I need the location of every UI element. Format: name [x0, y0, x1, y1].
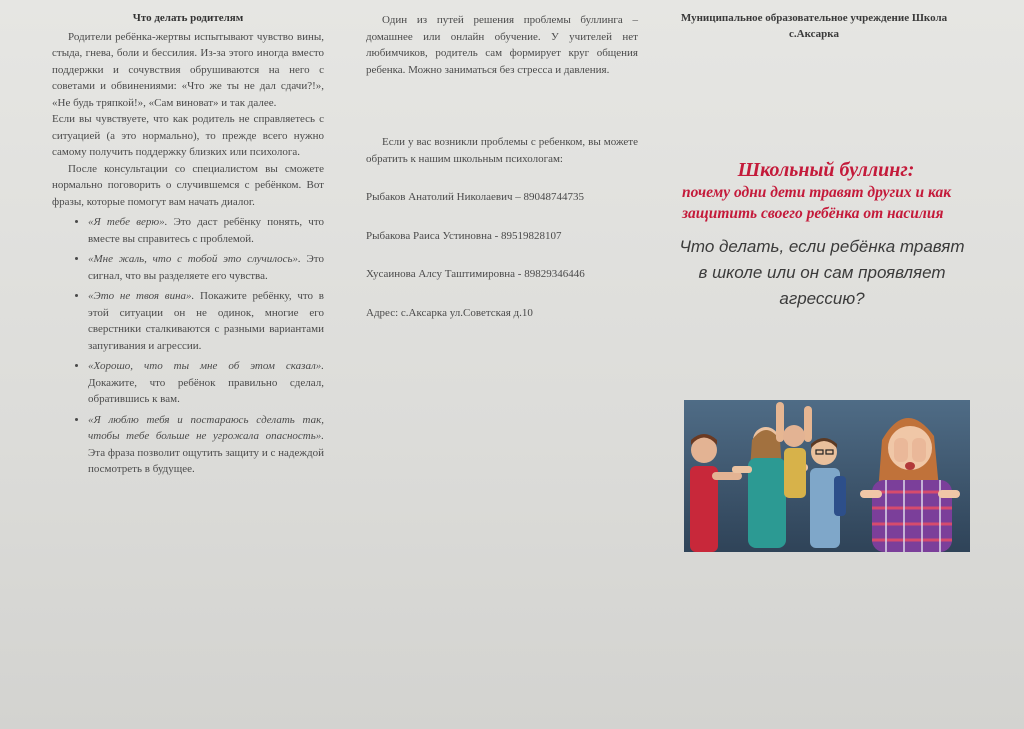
cover-column — [676, 10, 976, 308]
parents-column — [52, 10, 324, 482]
contact-3: Хусаинова Алсу Таштимировна - 89829346446 — [366, 268, 585, 280]
photo-illustration — [684, 400, 970, 552]
cover-title: Школьный буллинг: — [737, 159, 915, 181]
contact-2: Рыбакова Раиса Устиновна - 89519828107 — [366, 229, 562, 242]
parents-heading: Что делать родителям — [132, 12, 244, 24]
parents-paragraph-1: Родители ребёнка-жертвы испытывают чувство вины, стыда, гнева, боли и бессилия. Из-за этого иногда вместо поддержки и сочувствия обрушиваются на него с советами и обвинениями: «Что же ты не дал сдачи?!», «Не будь тряпкой!», «Сам виноват» и так далее. — [52, 30, 324, 109]
phrase-item — [88, 288, 324, 354]
psychologists-intro: Если у вас возникли проблемы с ребенком, вы можете обратить к нашим школьным психологам: — [366, 136, 638, 165]
phrase-quote: «Мне жаль, что с тобой это случилось». — [88, 253, 301, 265]
school-name: Муниципальное образовательное учреждение Школа с.Аксарка — [680, 12, 948, 40]
phrase-item — [88, 214, 324, 247]
phrase-text: Это сигнал, что вы разделяете его чувства. — [88, 253, 324, 282]
children-photo — [684, 400, 970, 552]
solution-paragraph: Один из путей решения проблемы буллинга – домашнее или онлайн обучение. У учителей нет любимчиков, родитель сам формирует круг общения ребенка. Можно заниматься без стресса и давления. — [366, 14, 638, 76]
cover-question: Что делать, если ребёнка травят в школе или он сам проявляет агрессию? — [679, 237, 965, 308]
phrase-text: Эта фраза позволит ощутить защиту и с надеждой посмотреть в будущее. — [88, 446, 324, 475]
phrase-quote: «Это не твоя вина». — [88, 290, 195, 302]
phrase-quote: «Я тебе верю». — [88, 216, 168, 228]
contact-1: Рыбаков Анатолий Николаевич – 89048744735 — [366, 191, 585, 203]
cover-title-block — [676, 158, 976, 312]
phrases-list — [52, 214, 324, 478]
phrase-quote: «Я люблю тебя и постараюсь сделать так, чтобы тебе больше не угрожала опасность». — [88, 413, 324, 442]
phrase-item — [88, 358, 324, 408]
help-column — [366, 12, 638, 321]
phrase-text: Докажите, что ребёнок правильно сделал, обратившись к вам. — [88, 376, 324, 405]
phrase-text: Это даст ребёнку понять, что вместе вы справитесь с проблемой. — [88, 216, 324, 245]
phrase-item — [88, 412, 324, 478]
phrase-item — [88, 251, 324, 284]
cover-subtitle: почему одни дети травят других и как защитить своего ребёнка от насилия — [682, 184, 952, 222]
parents-paragraph-2: Если вы чувствуете, что как родитель не справляетесь с ситуацией (а это нормально), то прежде всего нужно самому получить поддержку близких или психолога. — [52, 113, 324, 158]
address: Адрес: с.Аксарка ул.Советская д.10 — [366, 306, 533, 319]
phrase-quote: «Хорошо, что ты мне об этом сказал». — [88, 360, 324, 372]
phrase-text: Покажите ребёнку, что в этой ситуации он не одинок, многие его сверстники сталкиваются с разными вариантами запугивания и агрессии. — [88, 290, 324, 352]
parents-paragraph-3: После консультации со специалистом вы сможете нормально поговорить о случившемся с ребёнком. Вот фразы, которые помогут вам начать диалог. — [52, 162, 324, 208]
